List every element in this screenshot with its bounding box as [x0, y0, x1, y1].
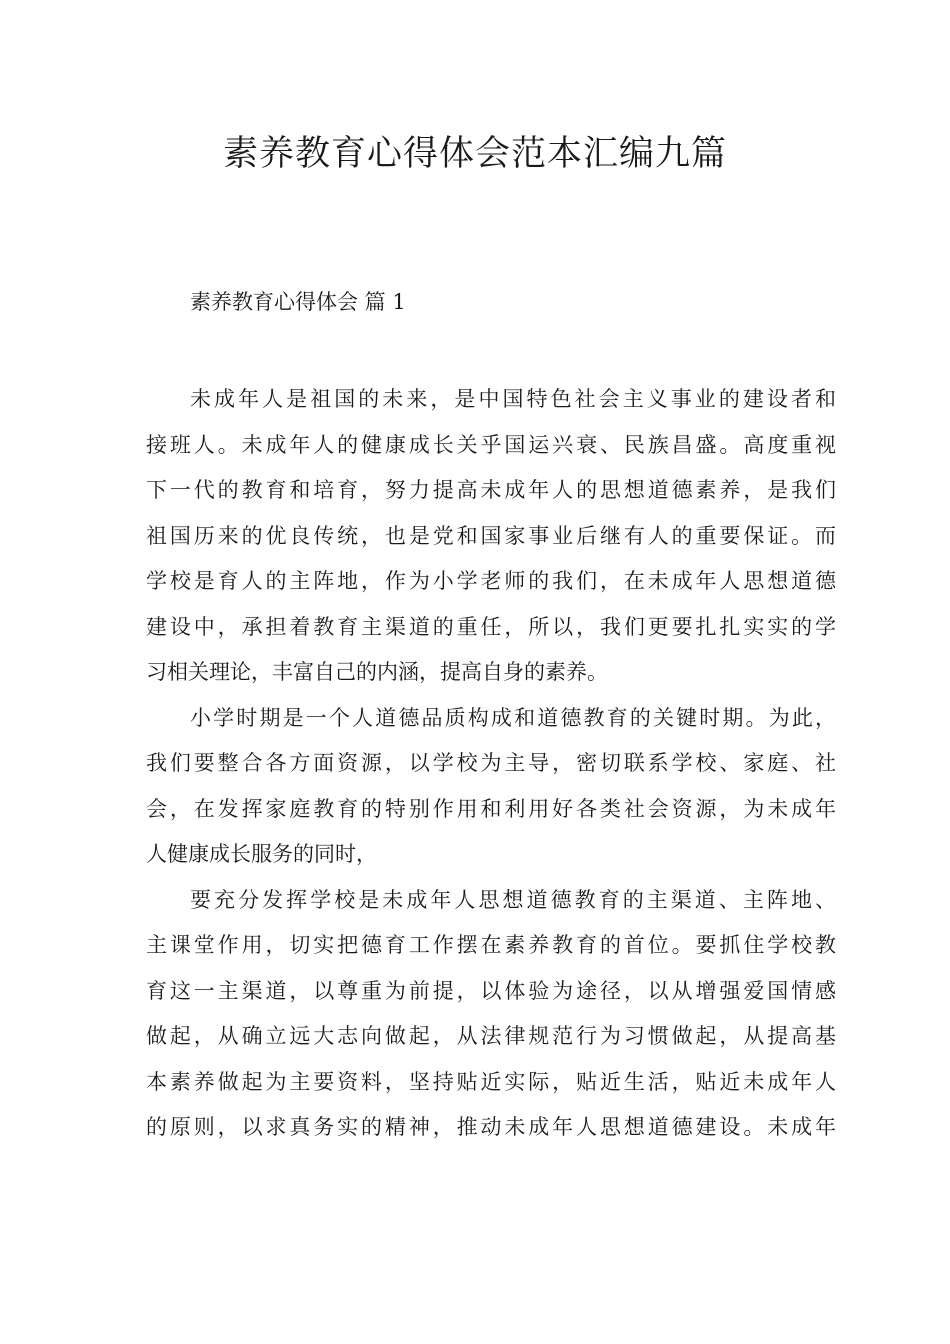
- text-line: 主课堂作用，切实把德育工作摆在素养教育的首位。要抓住学校教: [146, 933, 836, 957]
- section-heading: 素养教育心得体会 篇 1: [190, 290, 406, 314]
- text-line: 未成年人是祖国的未来，是中国特色社会主义事业的建设者和: [190, 387, 836, 411]
- text-line: 小学时期是一个人道德品质构成和道德教育的关键时期。为此，: [190, 705, 836, 730]
- text-line: 下一代的教育和培育，努力提高未成年人的思想道德素养，是我们: [146, 478, 836, 502]
- text-line: 要充分发挥学校是未成年人思想道德教育的主渠道、主阵地、: [190, 887, 836, 912]
- text-line: 我们要整合各方面资源，以学校为主导，密切联系学校、家庭、社: [146, 751, 836, 775]
- text-line: 习相关理论，丰富自己的内涵，提高自身的素养。: [146, 660, 608, 684]
- text-line: 学校是育人的主阵地，作为小学老师的我们，在未成年人思想道德: [146, 569, 836, 593]
- text-line: 祖国历来的优良传统，也是党和国家事业后继有人的重要保证。而: [146, 523, 836, 548]
- document-body: [146, 377, 836, 1151]
- text-line: 做起，从确立远大志向做起，从法律规范行为习惯做起，从提高基: [146, 1024, 836, 1048]
- text-line: 本素养做起为主要资料，坚持贴近实际，贴近生活，贴近未成年人: [146, 1069, 836, 1094]
- paragraph-3: [146, 878, 836, 1151]
- text-line: 人健康成长服务的同时，: [146, 842, 377, 866]
- document-title: 素养教育心得体会范本汇编九篇: [222, 134, 727, 174]
- text-line: 接班人。未成年人的健康成长关乎国运兴衰、民族昌盛。高度重视: [146, 432, 836, 457]
- text-line: 会，在发挥家庭教育的特别作用和利用好各类社会资源，为未成年: [146, 796, 836, 821]
- paragraph-2: [146, 696, 836, 878]
- text-line: 的原则，以求真务实的精神，推动未成年人思想道德建设。未成年: [146, 1115, 836, 1139]
- text-line: 建设中，承担着教育主渠道的重任，所以，我们更要扎扎实实的学: [146, 614, 836, 639]
- paragraph-1: [146, 377, 836, 696]
- text-line: 育这一主渠道，以尊重为前提，以体验为途径，以从增强爱国情感: [146, 978, 836, 1003]
